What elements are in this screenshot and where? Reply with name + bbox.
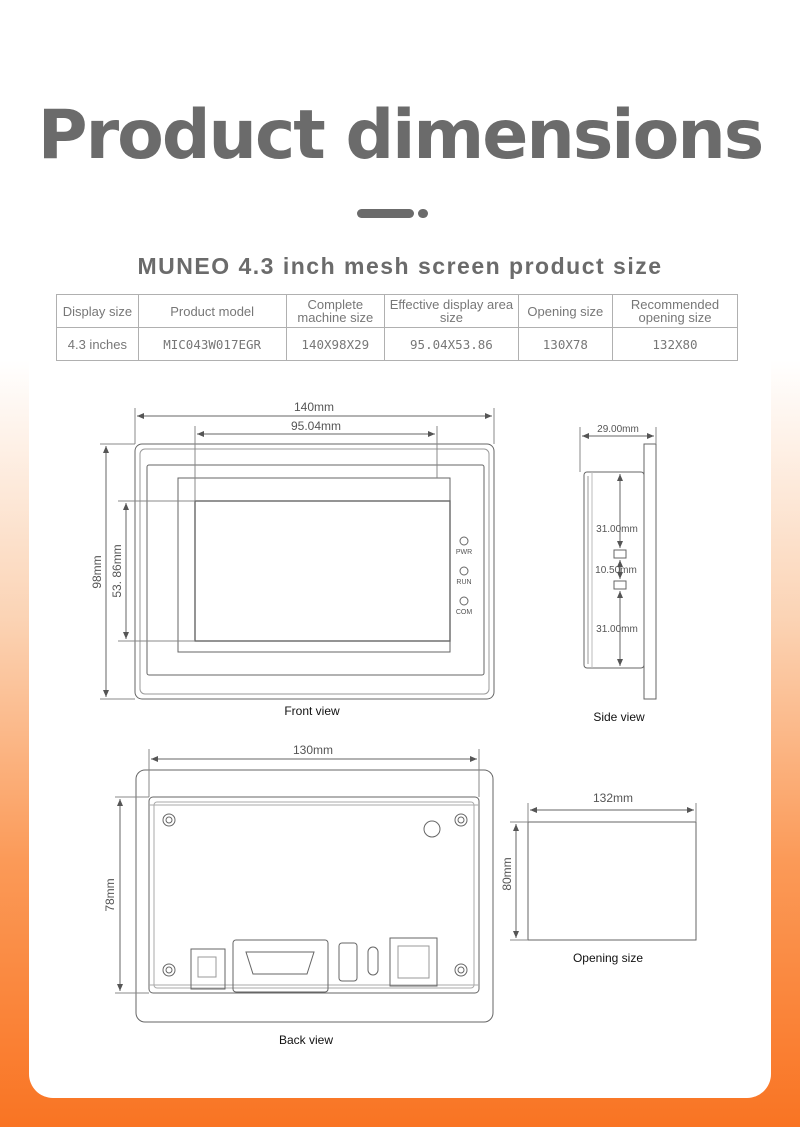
front-display-width-label: 95.04mm [290,419,342,433]
pwr-led-icon [460,537,468,545]
header-recommended-opening-size: Recommended opening size [612,295,737,328]
back-bezel-outer [136,770,493,1022]
cell-product-model: MIC043W017EGR [138,328,286,361]
front-display-area [195,501,450,641]
header-opening-size: Opening size [518,295,612,328]
com-indicator-label: COM [455,609,473,616]
com-led-icon [460,597,468,605]
header-complete-machine-size: Complete machine size [286,295,385,328]
back-db9-port [233,940,328,992]
side-top-label: 31.00mm [596,524,638,535]
cell-recommended-opening-size: 132X80 [612,328,737,361]
header-product-model: Product model [138,295,286,328]
front-height-label: 98mm [90,555,104,589]
pwr-indicator-label: PWR [455,549,473,556]
front-display-height-label: 53. 86mm [110,544,124,598]
back-view-label: Back view [278,1033,334,1047]
opening-size-view [510,803,696,940]
front-bezel-outer [135,444,494,699]
back-usb-port [339,943,357,981]
page-title: Product dimensions [37,96,763,175]
side-bottom-label: 31.00mm [596,624,638,635]
front-display-frame [178,478,450,652]
front-view-label: Front view [284,704,340,718]
side-mid-label: 10.50mm [595,565,637,576]
opening-height-label: 80mm [500,857,514,891]
side-clip-bottom [614,581,626,589]
back-body-inner [154,802,474,988]
header-display-size: Display size [57,295,139,328]
cell-complete-machine-size: 140X98X29 [286,328,385,361]
side-clip-top [614,550,626,558]
back-power-terminal [191,949,225,989]
front-panel [147,465,484,675]
back-view [115,749,493,1022]
cell-display-size: 4.3 inches [57,328,139,361]
side-view [580,427,656,699]
opening-width-label: 132mm [592,791,634,805]
header-effective-display-area: Effective display area size [385,295,519,328]
side-view-label: Side view [593,710,645,724]
db9-connector-icon [246,952,314,974]
side-depth-label: 29.00mm [597,424,639,435]
side-bezel [644,444,656,699]
back-width-label: 130mm [292,743,334,757]
opening-outline [528,822,696,940]
back-height-label: 78mm [103,878,117,912]
cell-opening-size: 130X78 [518,328,612,361]
cell-effective-display-area: 95.04X53.86 [385,328,519,361]
back-round-port-icon [424,821,440,837]
back-rj45-port [390,938,437,986]
opening-size-label: Opening size [572,951,644,965]
run-indicator-label: RUN [456,579,472,586]
subtitle: MUNEO 4.3 inch mesh screen product size [137,253,663,279]
back-usbc-port [368,947,378,975]
front-bezel-inner [140,449,489,694]
front-view [100,408,494,699]
run-led-icon [460,567,468,575]
front-width-label: 140mm [293,400,335,414]
